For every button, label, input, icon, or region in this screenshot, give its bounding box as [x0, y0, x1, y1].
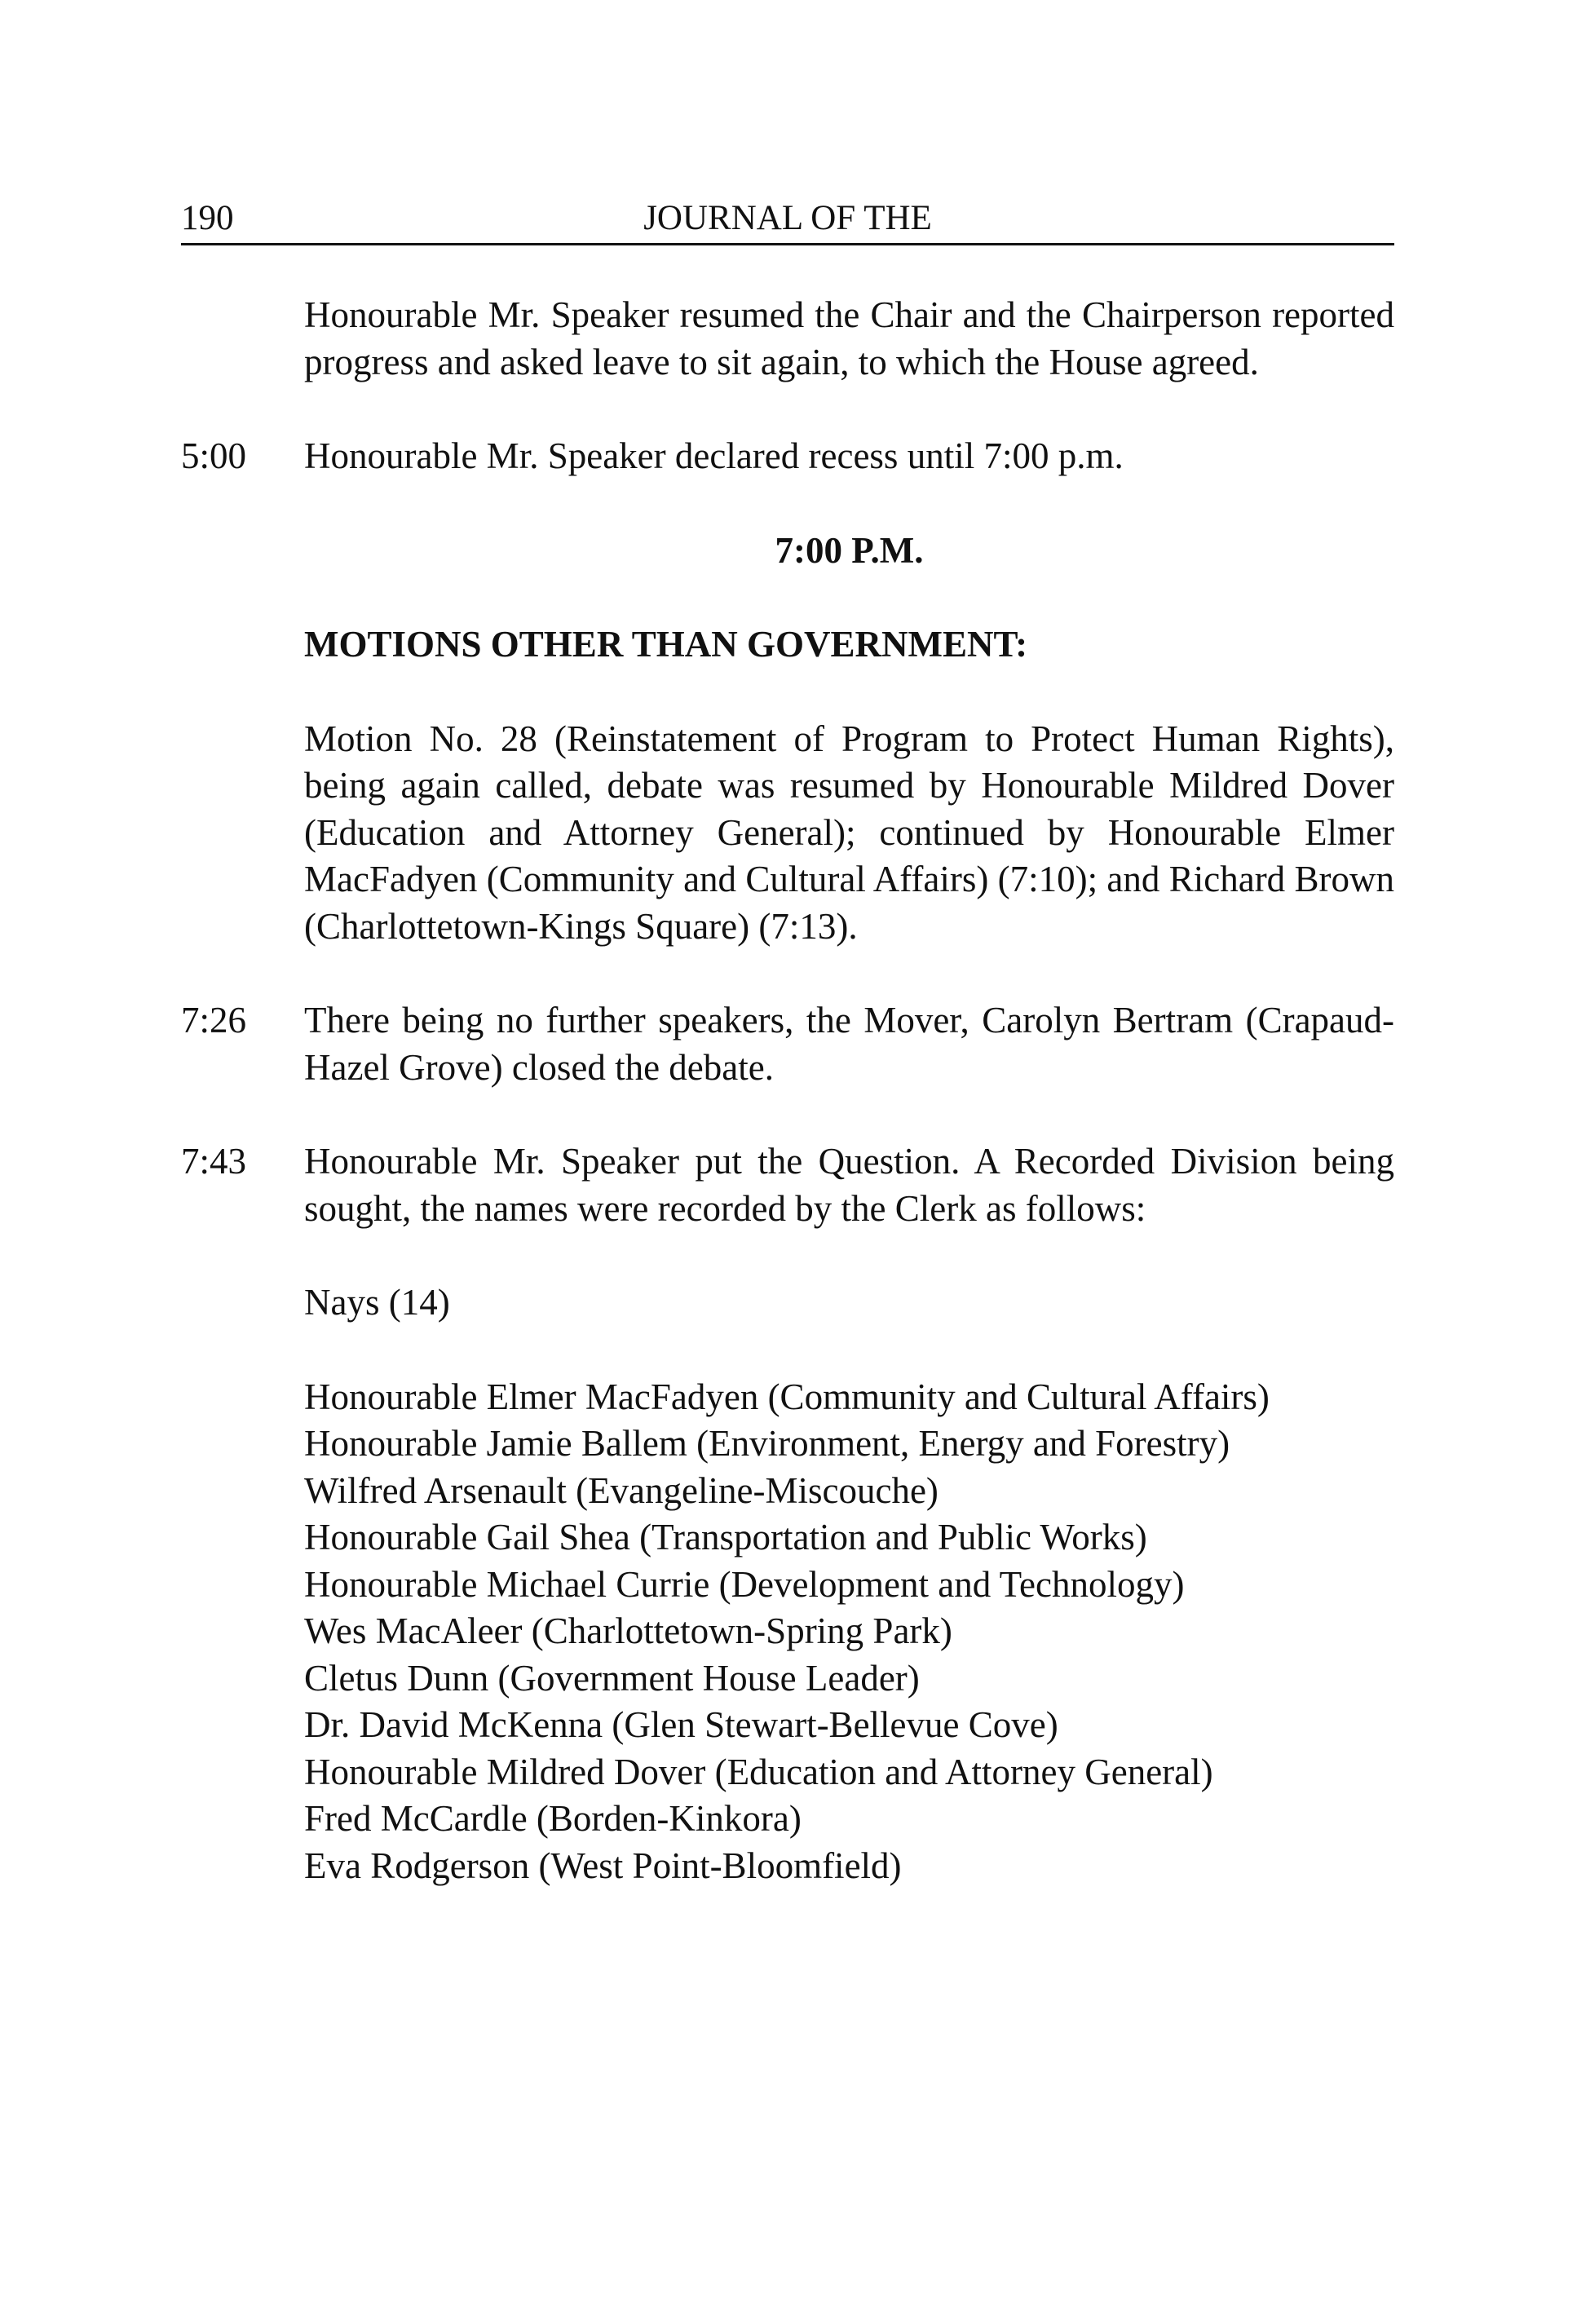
- entry-text: Honourable Mr. Speaker resumed the Chair and the Chairperson reported progress and asked leave to sit again, to which the House agreed.: [304, 294, 1394, 382]
- entry-time: 7:43: [181, 1141, 247, 1182]
- list-item: Honourable Mildred Dover (Education and Attorney General): [304, 1751, 1213, 1792]
- journal-entry: [181, 292, 1394, 386]
- nays-list: [181, 1374, 1394, 1890]
- journal-entry: [181, 997, 1394, 1091]
- list-item: Dr. David McKenna (Glen Stewart-Bellevue Cove): [304, 1704, 1058, 1745]
- page-header: [181, 197, 1394, 245]
- list-item: Fred McCardle (Borden-Kinkora): [304, 1798, 802, 1839]
- list-item: Wes MacAleer (Charlottetown-Spring Park): [304, 1610, 952, 1651]
- journal-entry: [181, 433, 1394, 480]
- journal-entry: [181, 716, 1394, 951]
- list-item: Honourable Elmer MacFadyen (Community and Cultural Affairs): [304, 1376, 1270, 1417]
- running-title: JOURNAL OF THE: [643, 199, 932, 237]
- entry-text: There being no further speakers, the Mover, Carolyn Bertram (Crapaud-Hazel Grove) closed the debate.: [304, 1000, 1394, 1088]
- nays-label-block: [181, 1279, 1394, 1327]
- list-item: Honourable Gail Shea (Transportation and Public Works): [304, 1517, 1147, 1557]
- list-item: Honourable Michael Currie (Development and Technology): [304, 1563, 1185, 1605]
- time-heading: 7:00 P.M.: [775, 529, 924, 571]
- journal-entry: [181, 1138, 1394, 1232]
- page-number: 190: [181, 199, 234, 237]
- section-heading: MOTIONS OTHER THAN GOVERNMENT:: [304, 624, 1028, 665]
- list-item: Honourable Jamie Ballem (Environment, Energy and Forestry): [304, 1423, 1230, 1464]
- list-item: Wilfred Arsenault (Evangeline-Miscouche): [304, 1469, 939, 1511]
- entry-text: Motion No. 28 (Reinstatement of Program to Protect Human Rights), being again called, debate was resumed by Honourable Mildred Dover (Education and Attorney General); continued by Honourable Elmer MacFadyen (Community and Cultural Affairs) (7:10); and Richard Brown (Charlottetown-Kings Square) (7:13).: [304, 718, 1394, 947]
- list-item: Cletus Dunn (Government House Leader): [304, 1657, 920, 1699]
- list-item: Eva Rodgerson (West Point-Bloomfield): [304, 1845, 902, 1886]
- entry-time: 5:00: [181, 435, 247, 476]
- nays-label: Nays (14): [304, 1282, 450, 1323]
- journal-body: [181, 292, 1394, 1889]
- entry-time: 7:26: [181, 1000, 247, 1040]
- entry-text: Honourable Mr. Speaker declared recess until 7:00 p.m.: [304, 435, 1124, 476]
- entry-text: Honourable Mr. Speaker put the Question. A Recorded Division being sought, the names were recorded by the Clerk as follows:: [304, 1141, 1394, 1229]
